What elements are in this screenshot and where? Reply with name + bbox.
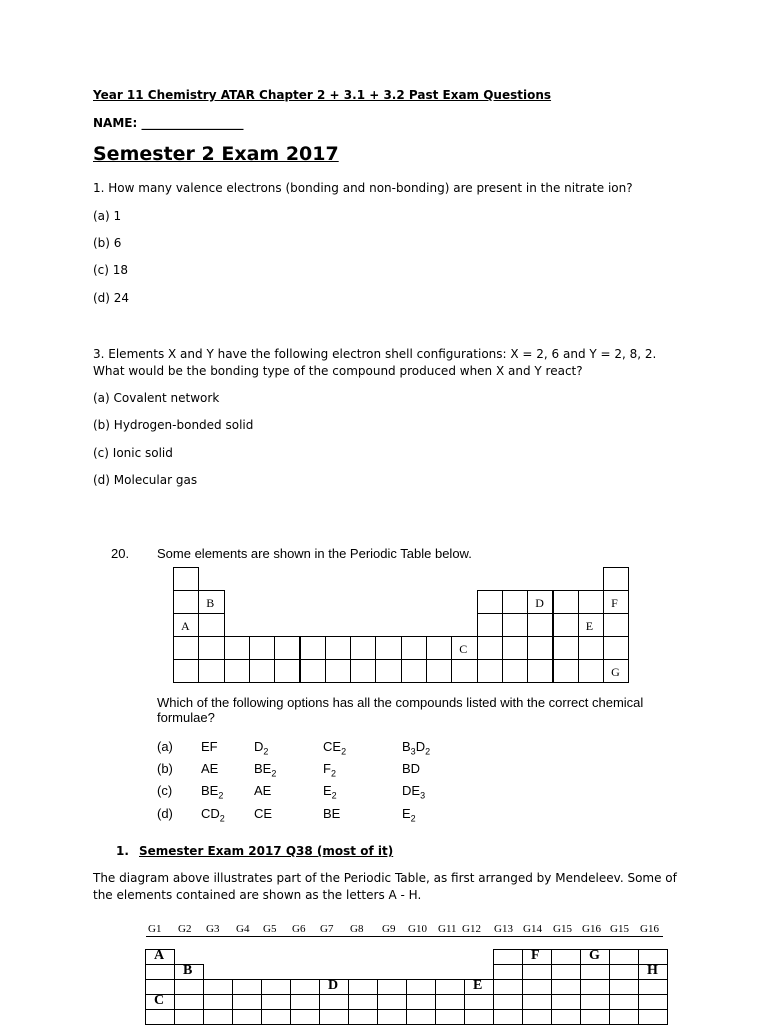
element-label-e: E: [473, 978, 483, 993]
group-header: G16: [582, 923, 601, 935]
question-1-text: 1. How many valence electrons (bonding and non-bonding) are present in the nitrate ion?: [93, 181, 633, 195]
table-cell: [553, 636, 579, 660]
option-label: (a): [157, 739, 173, 754]
question-3-option-a: (a) Covalent network: [93, 391, 220, 405]
table-cell: [232, 1009, 262, 1025]
group-header: G10: [408, 923, 427, 935]
group-header: G7: [320, 923, 334, 935]
question-1-option-a: (a) 1: [93, 209, 122, 223]
header-underline: [146, 936, 663, 937]
group-header: G15: [553, 923, 572, 935]
element-label-f: F: [531, 948, 540, 963]
table-cell: [464, 1009, 494, 1025]
table-cell: [261, 979, 291, 995]
formula: $BE_2$: [201, 783, 224, 801]
table-cell: [261, 1009, 291, 1025]
table-cell: [325, 659, 351, 683]
group-header: G1: [148, 923, 162, 935]
table-cell: [551, 949, 581, 965]
table-cell: [477, 659, 503, 683]
table-cell: [375, 636, 401, 660]
table-cell: [145, 1009, 175, 1025]
table-cell: [203, 1009, 233, 1025]
table-cell: [502, 636, 528, 660]
table-cell: [232, 979, 262, 995]
table-cell: [350, 636, 376, 660]
table-cell: [551, 964, 581, 980]
table-cell: [609, 1009, 639, 1025]
table-cell: [261, 994, 291, 1010]
formula: BE: [323, 806, 341, 821]
table-cell: [249, 636, 275, 660]
table-cell: [145, 964, 175, 980]
question-1-option-d: (d) 24: [93, 291, 130, 305]
table-cell: [406, 1009, 436, 1025]
question-3-option-d: (d) Molecular gas: [93, 473, 198, 487]
table-cell: [493, 949, 523, 965]
table-cell: [580, 994, 610, 1010]
group-header: G16: [640, 923, 659, 935]
document-title: Year 11 Chemistry ATAR Chapter 2 + 3.1 + 3.2 Past Exam Questions: [93, 88, 552, 102]
table-cell: [319, 994, 349, 1010]
formula: EF: [201, 739, 218, 754]
table-cell: [477, 636, 503, 660]
group-header: G4: [236, 923, 250, 935]
table-cell: [350, 659, 376, 683]
table-cell: [603, 613, 629, 637]
table-cell: [527, 659, 553, 683]
table-cell: [198, 659, 224, 683]
table-cell: [493, 979, 523, 995]
table-cell: [300, 636, 326, 660]
element-label-f: F: [611, 596, 618, 610]
formula: $E_2$: [323, 783, 337, 801]
question-20-number: 20.: [111, 546, 130, 561]
table-cell: [274, 636, 300, 660]
table-cell: [319, 1009, 349, 1025]
formula: $B_3D_2$: [402, 739, 431, 757]
table-cell: [174, 1009, 204, 1025]
table-cell: [348, 1009, 378, 1025]
name-field-label: NAME: _________________: [93, 116, 244, 130]
table-cell: [203, 994, 233, 1010]
table-cell: [435, 994, 465, 1010]
table-cell: [375, 659, 401, 683]
question-38-number: 1.: [116, 844, 129, 858]
element-label-g: G: [589, 948, 600, 963]
formula: $BE_2$: [254, 761, 277, 779]
table-cell: [522, 994, 552, 1010]
group-header: G9: [382, 923, 396, 935]
group-header: G6: [292, 923, 306, 935]
table-cell: [580, 979, 610, 995]
table-cell: [551, 994, 581, 1010]
table-cell: [406, 994, 436, 1010]
table-cell: [477, 590, 503, 614]
table-cell: [493, 1009, 523, 1025]
table-cell: [290, 979, 320, 995]
table-cell: [609, 949, 639, 965]
element-label-h: H: [647, 963, 658, 978]
group-header: G14: [523, 923, 542, 935]
element-label-e: E: [585, 619, 594, 633]
table-cell: [325, 636, 351, 660]
table-cell: [173, 567, 199, 591]
element-label-d: D: [328, 978, 339, 993]
table-cell: [553, 613, 579, 637]
formula: CE: [254, 806, 273, 821]
formula: BD: [402, 761, 421, 776]
table-cell: [174, 994, 204, 1010]
table-cell: [502, 613, 528, 637]
table-cell: [522, 979, 552, 995]
table-cell: [173, 659, 199, 683]
element-label-a: A: [181, 619, 190, 633]
question-1-option-b: (b) 6: [93, 236, 122, 250]
table-cell: [638, 1009, 668, 1025]
group-header: G11: [438, 923, 457, 935]
table-cell: [348, 994, 378, 1010]
question-3-option-b: (b) Hydrogen-bonded solid: [93, 418, 254, 432]
element-label-d: D: [535, 596, 544, 610]
formula: AE: [254, 783, 272, 798]
table-cell: [527, 636, 553, 660]
table-cell: [377, 994, 407, 1010]
table-cell: [551, 979, 581, 995]
table-cell: [477, 613, 503, 637]
table-cell: [377, 1009, 407, 1025]
question-3-option-c: (c) Ionic solid: [93, 446, 173, 460]
table-cell: [638, 979, 668, 995]
formula: AE: [201, 761, 219, 776]
option-label: (c): [157, 783, 173, 798]
table-cell: [203, 979, 233, 995]
table-cell: [451, 659, 477, 683]
element-label-a: A: [154, 948, 165, 963]
table-cell: [232, 994, 262, 1010]
formula: $D_2$: [254, 739, 269, 757]
group-header: G5: [263, 923, 277, 935]
formula: $CD_2$: [201, 806, 225, 824]
table-cell: [609, 979, 639, 995]
table-cell: [198, 613, 224, 637]
table-cell: [580, 1009, 610, 1025]
table-cell: [580, 964, 610, 980]
question-1-option-c: (c) 18: [93, 263, 129, 277]
table-cell: [609, 994, 639, 1010]
question-20-text: Which of the following options has all the compounds listed with the correct chemical formulae?: [157, 695, 644, 725]
question-38-intro: The diagram above illustrates part of the Periodic Table, as first arranged by Mendeleev. Some of the elements contained are shown as the letters A - H.: [93, 871, 677, 902]
table-cell: [377, 979, 407, 995]
table-cell: [603, 636, 629, 660]
table-cell: [578, 659, 604, 683]
question-20-intro: Some elements are shown in the Periodic Table below.: [157, 546, 472, 561]
table-cell: [249, 659, 275, 683]
formula: $F_2$: [323, 761, 336, 779]
table-cell: [578, 590, 604, 614]
option-label: (b): [157, 761, 173, 776]
question-3-text: 3. Elements X and Y have the following electron shell configurations: X = 2, 6 and Y = 2, 8, 2. What would be the bonding type of the compound produced when X and Y react?: [93, 347, 657, 378]
table-cell: [274, 659, 300, 683]
table-cell: [638, 994, 668, 1010]
table-cell: [224, 636, 250, 660]
table-cell: [426, 636, 452, 660]
group-header: G15: [610, 923, 629, 935]
table-cell: [290, 994, 320, 1010]
table-cell: [435, 1009, 465, 1025]
element-label-g: G: [611, 665, 620, 679]
table-cell: [300, 659, 326, 683]
group-header: G13: [494, 923, 513, 935]
group-header: G3: [206, 923, 220, 935]
table-cell: [173, 636, 199, 660]
table-cell: [553, 659, 579, 683]
table-cell: [527, 613, 553, 637]
table-cell: [173, 590, 199, 614]
question-38-heading: Semester Exam 2017 Q38 (most of it): [139, 844, 394, 858]
table-cell: [493, 994, 523, 1010]
table-cell: [522, 964, 552, 980]
table-cell: [348, 979, 378, 995]
table-cell: [435, 979, 465, 995]
table-cell: [401, 636, 427, 660]
table-cell: [290, 1009, 320, 1025]
table-cell: [493, 964, 523, 980]
group-header: G8: [350, 923, 364, 935]
table-cell: [198, 636, 224, 660]
section-heading: Semester 2 Exam 2017: [93, 143, 339, 165]
table-cell: [609, 964, 639, 980]
table-cell: [522, 1009, 552, 1025]
table-cell: [578, 636, 604, 660]
table-cell: [553, 590, 579, 614]
table-cell: [224, 659, 250, 683]
formula: $E_2$: [402, 806, 416, 824]
table-cell: [551, 1009, 581, 1025]
table-cell: [603, 567, 629, 591]
formula: $DE_3$: [402, 783, 426, 801]
element-label-b: B: [206, 596, 215, 610]
group-header: G2: [178, 923, 192, 935]
table-cell: [464, 994, 494, 1010]
table-cell: [174, 979, 204, 995]
option-label: (d): [157, 806, 173, 821]
group-header: G12: [462, 923, 481, 935]
table-cell: [426, 659, 452, 683]
table-cell: [406, 979, 436, 995]
element-label-b: B: [183, 963, 193, 978]
table-cell: [502, 659, 528, 683]
table-cell: [502, 590, 528, 614]
element-label-c: C: [154, 993, 165, 1008]
table-cell: [401, 659, 427, 683]
element-label-c: C: [459, 642, 468, 656]
formula: $CE_2$: [323, 739, 347, 757]
